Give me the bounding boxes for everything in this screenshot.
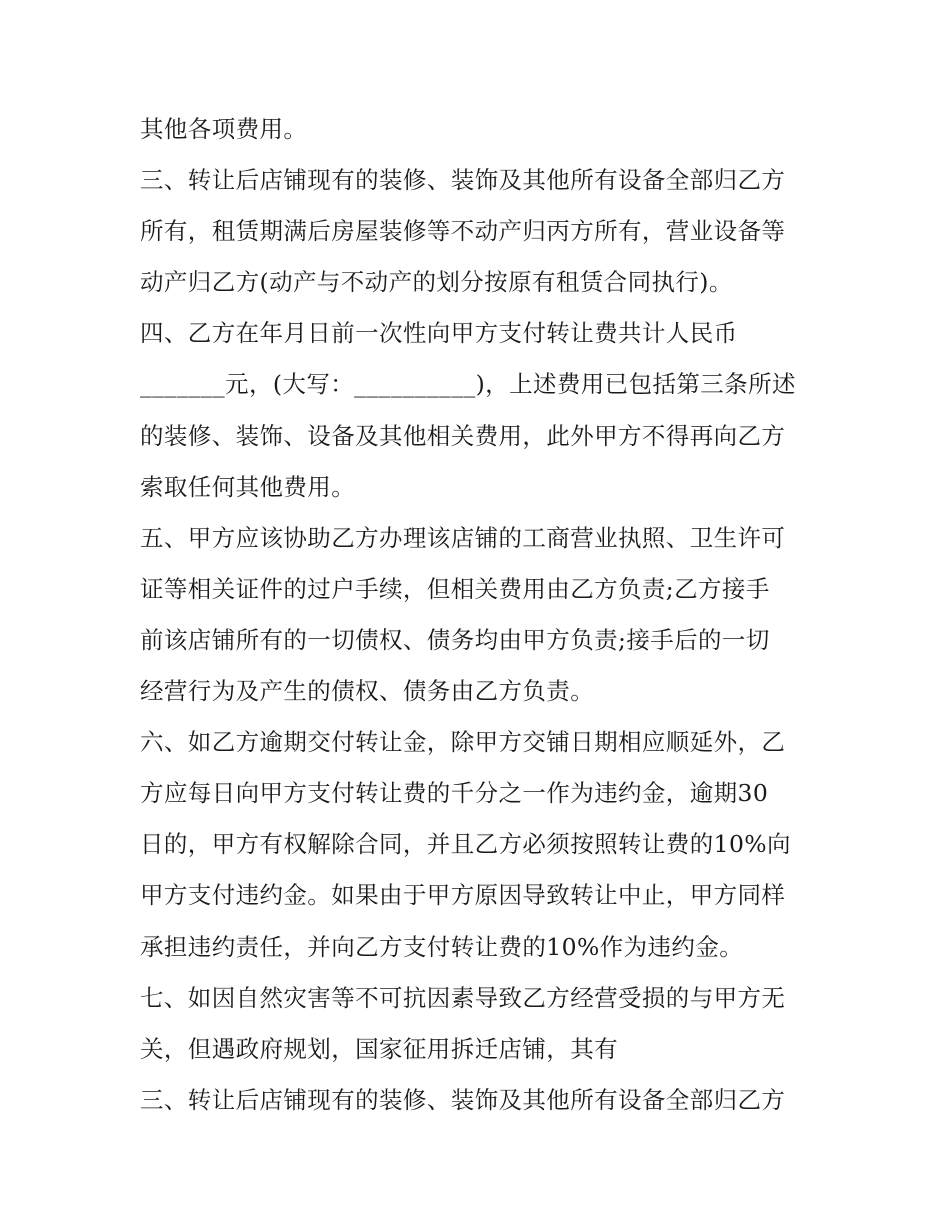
text-line: 经营行为及产生的债权、债务由乙方负责。 — [140, 677, 595, 706]
text-line: 三、转让后店铺现有的装修、装饰及其他所有设备全部归乙方 — [140, 166, 786, 195]
text-line: 承担违约责任，并向乙方支付转让费的10%作为违约金。 — [140, 932, 744, 961]
text-line: 前该店铺所有的一切债权、债务均由甲方负责;接手后的一切 — [140, 625, 770, 654]
document-body — [140, 104, 820, 1126]
text-line: 甲方支付违约金。如果由于甲方原因导致转让中止，甲方同样 — [140, 881, 786, 910]
text-line: 四、乙方在年月日前一次性向甲方支付转让费共计人民币 — [140, 319, 738, 348]
text-line: 动产归乙方(动产与不动产的划分按原有租赁合同执行)。 — [140, 268, 733, 297]
text-line: 日的，甲方有权解除合同，并且乙方必须按照转让费的10%向 — [140, 830, 791, 859]
text-line: 其他各项费用。 — [140, 115, 308, 143]
text-line: _______元，(大写：__________)，上述费用已包括第三条所述 — [140, 370, 796, 399]
text-line: 索取任何其他费用。 — [140, 472, 356, 501]
text-line: 所有，租赁期满后房屋装修等不动产归丙方所有，营业设备等 — [140, 217, 786, 246]
text-line: 五、甲方应该协助乙方办理该店铺的工商营业执照、卫生许可 — [140, 523, 786, 552]
text-line: 关，但遇政府规划，国家征用拆迁店铺，其有 — [140, 1034, 618, 1063]
text-line: 方应每日向甲方支付转让费的千分之一作为违约金，逾期30 — [140, 779, 769, 808]
text-line: 六、如乙方逾期交付转让金，除甲方交铺日期相应顺延外，乙 — [140, 728, 786, 757]
text-line: 七、如因自然灾害等不可抗因素导致乙方经营受损的与甲方无 — [140, 983, 786, 1012]
text-line: 的装修、装饰、设备及其他相关费用，此外甲方不得再向乙方 — [140, 421, 786, 450]
text-line: 证等相关证件的过户手续，但相关费用由乙方负责;乙方接手 — [140, 574, 770, 603]
text-line: 三、转让后店铺现有的装修、装饰及其他所有设备全部归乙方 — [140, 1085, 786, 1114]
